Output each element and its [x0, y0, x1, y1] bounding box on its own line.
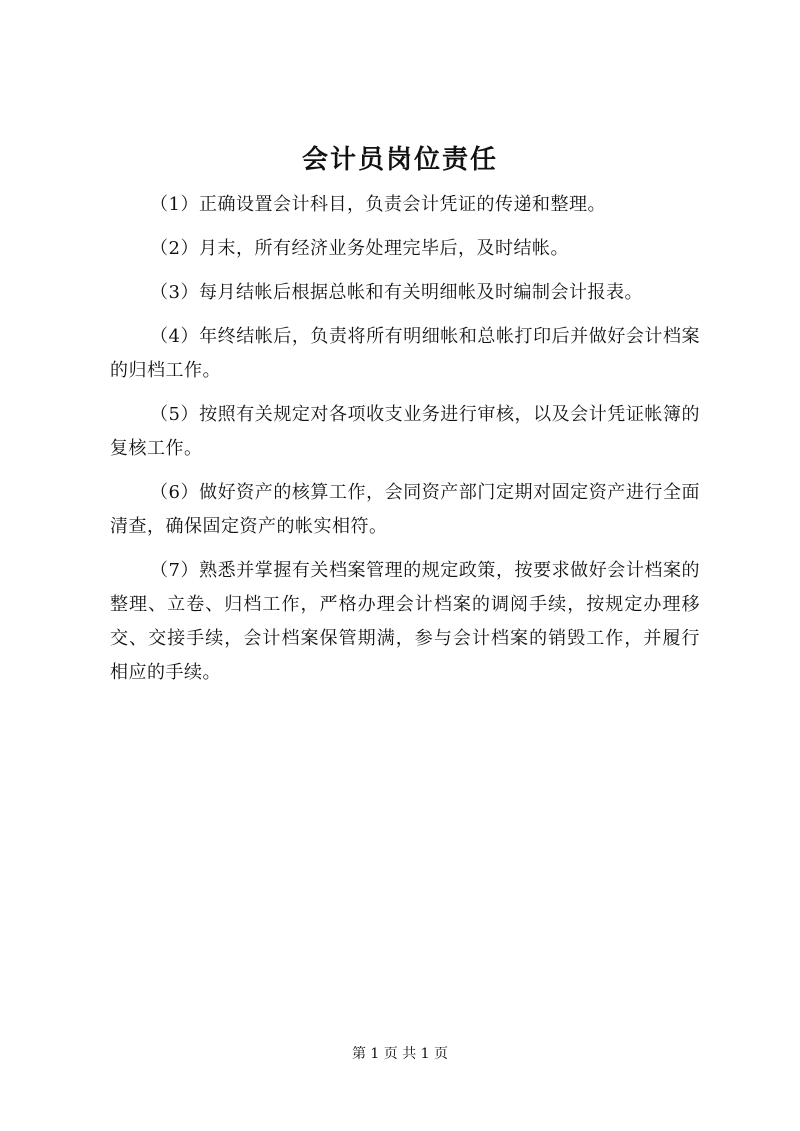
- document-body: [110, 188, 700, 700]
- paragraph-1: （1）正确设置会计科目，负责会计凭证的传递和整理。: [150, 194, 606, 215]
- paragraph-3: （3）每月结帐后根据总帐和有关明细帐及时编制会计报表。: [150, 282, 643, 303]
- page-footer: 第 1 页 共 1 页: [351, 1046, 449, 1062]
- document-title: 会计员岗位责任: [301, 145, 498, 175]
- paragraph-5: （5）按照有关规定对各项收支业务进行审核，以及会计凭证帐簿的复核工作。: [110, 404, 700, 459]
- paragraph-4: （4）年终结帐后，负责将所有明细帐和总帐打印后并做好会计档案的归档工作。: [110, 326, 700, 381]
- paragraph-7: （7）熟悉并掌握有关档案管理的规定政策，按要求做好会计档案的整理、立卷、归档工作，严格办理会计档案的调阅手续，按规定办理移交、交接手续，会计档案保管期满，参与会计档案的销毁工作，并履行相应的手续。: [110, 560, 700, 683]
- paragraph-2: （2）月末，所有经济业务处理完毕后，及时结帐。: [150, 238, 569, 259]
- paragraph-6: （6）做好资产的核算工作，会同资产部门定期对固定资产进行全面清查，确保固定资产的帐实相符。: [110, 482, 700, 537]
